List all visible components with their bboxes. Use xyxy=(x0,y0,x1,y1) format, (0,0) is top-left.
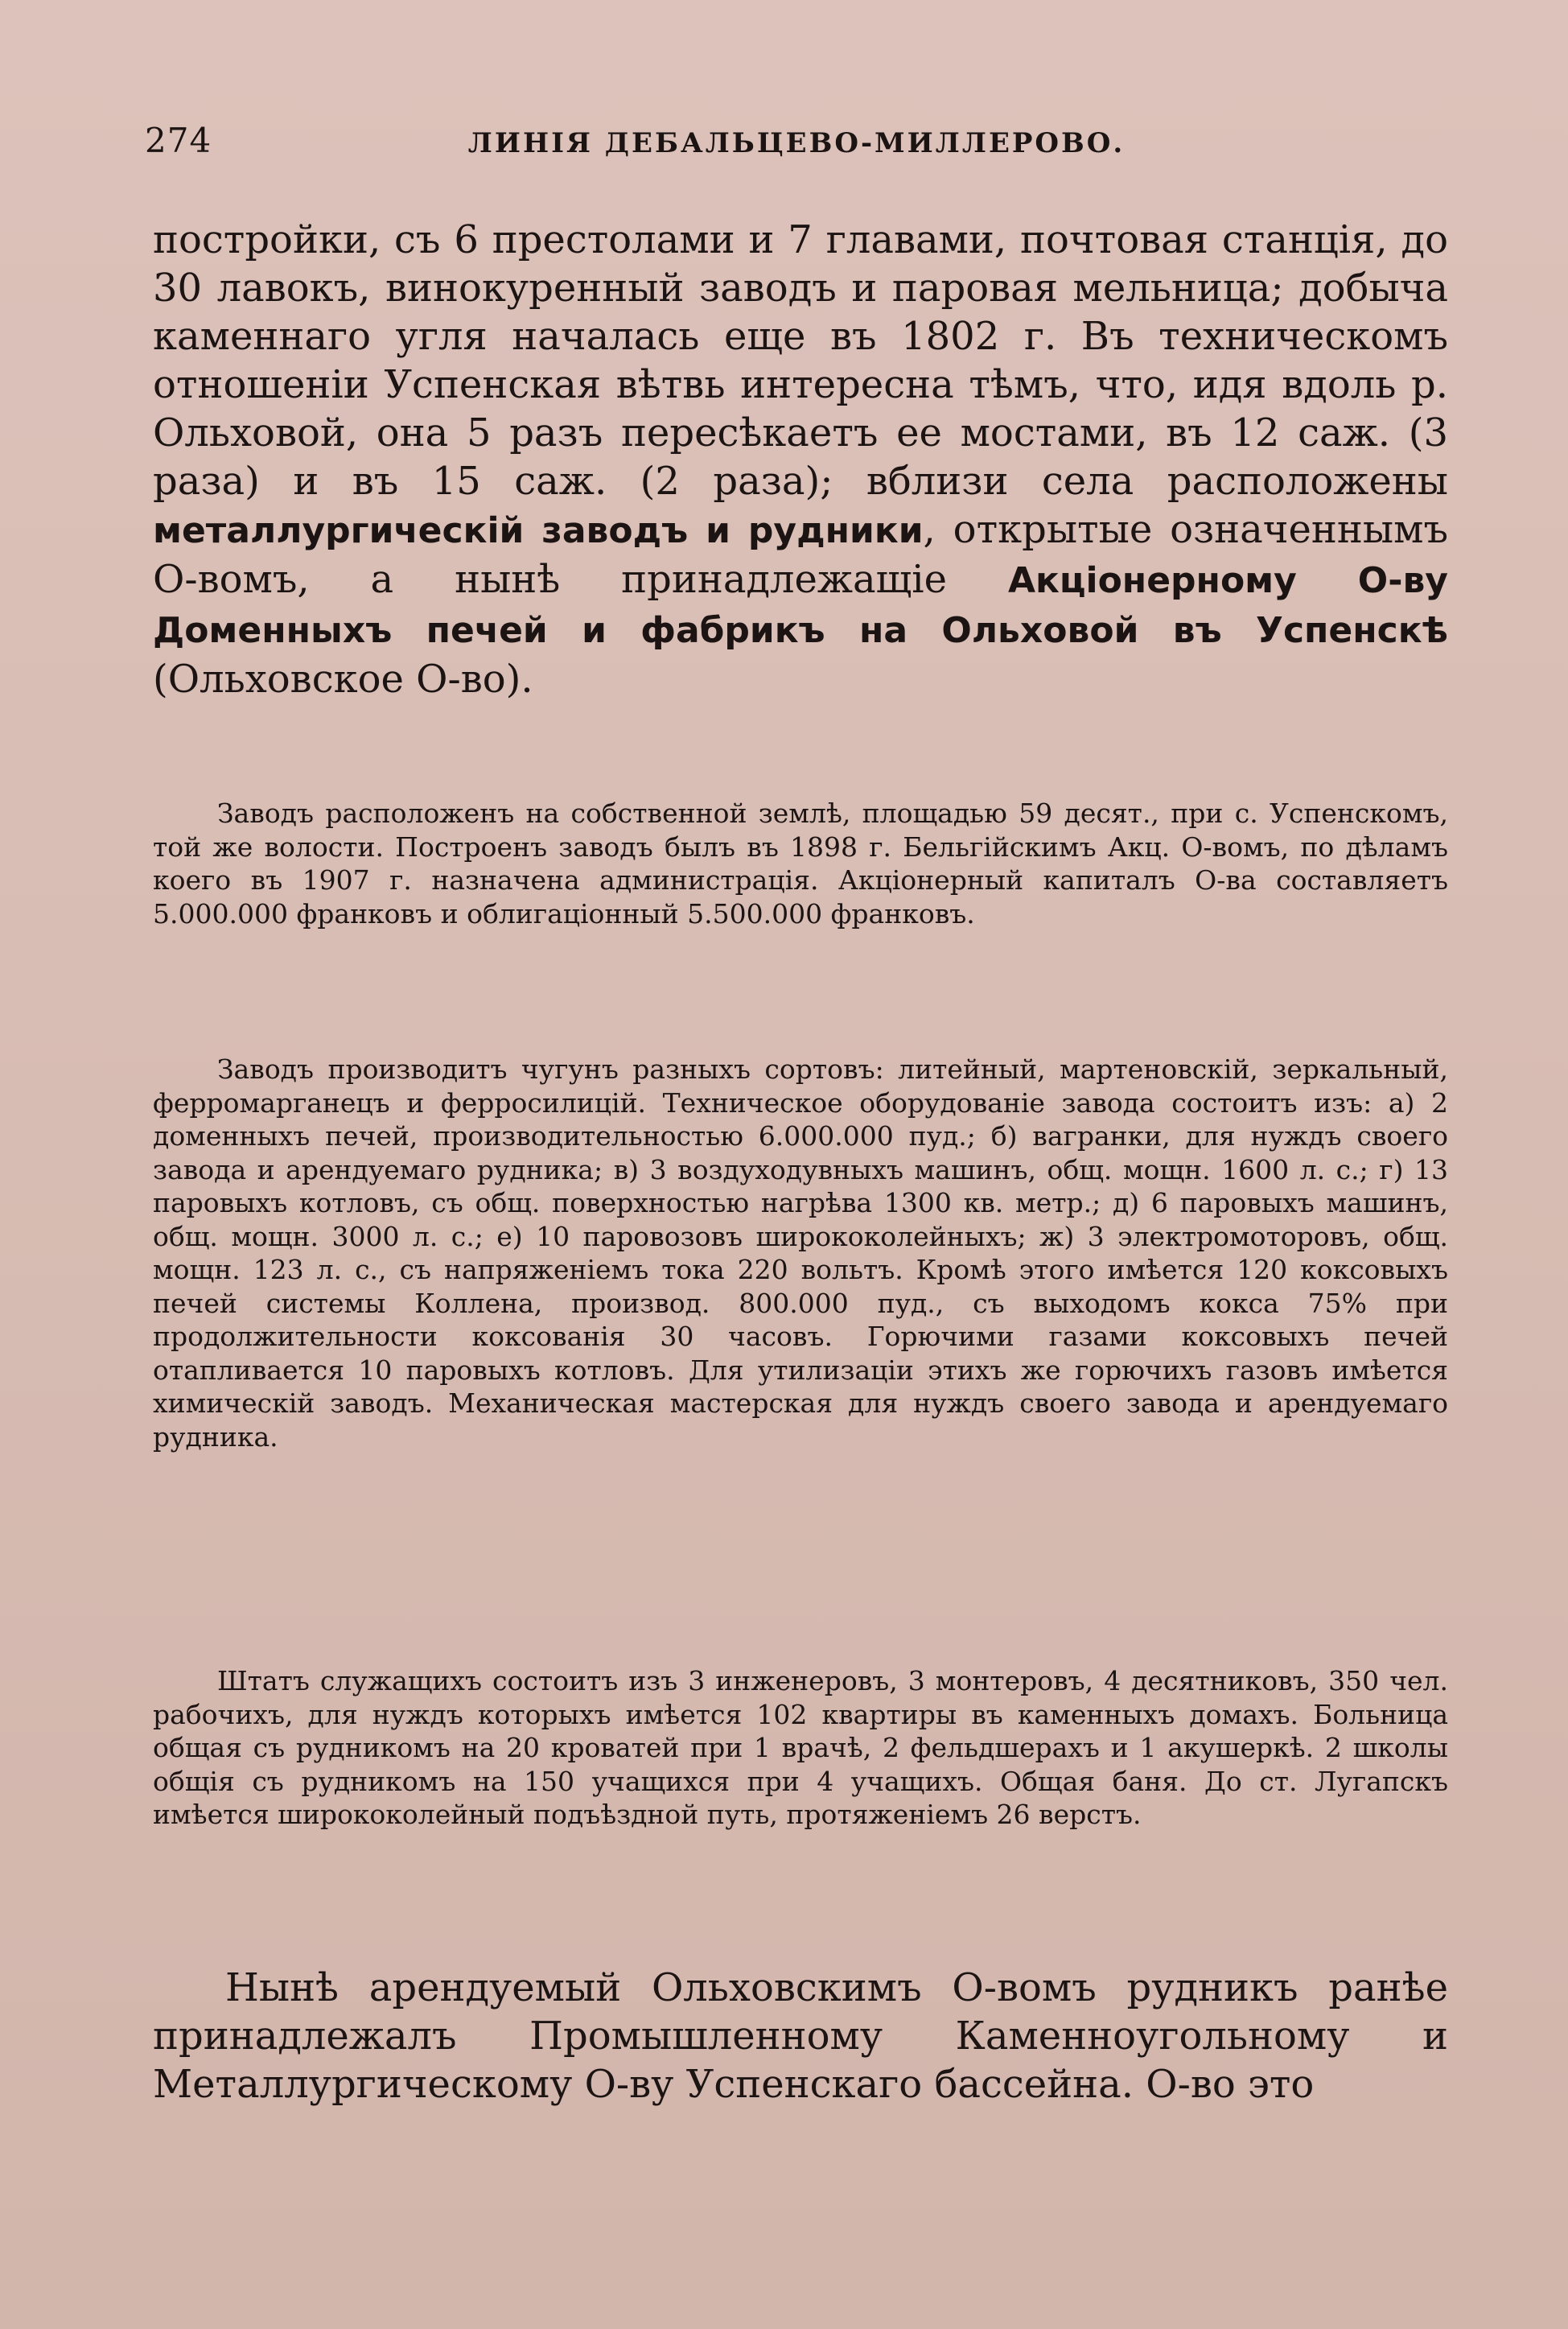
paragraph-2-text: Заводъ расположенъ на собственной землѣ, площадью 59 десят., при с. Успенскомъ, той же волости. Построенъ заводъ былъ въ 1898 г. Бельгійскимъ Акц. О-вомъ, по дѣламъ коего въ 1907 г. назначена администрація. Акціонерный капиталъ О-ва составляетъ 5.000.000 франковъ и облигаціонный 5.500.000 франковъ. xyxy=(153,798,1448,930)
paragraph-5-text: Нынѣ арендуемый Ольховскимъ О-вомъ рудникъ ранѣе принадлежалъ Промышленному Каменноугольному и Металлургическому О-ву Успенскаго бассейна. О-во это xyxy=(153,1965,1448,2107)
paragraph-2 xyxy=(153,797,1448,930)
paragraph-4 xyxy=(153,1664,1448,1832)
paragraph-1-text xyxy=(153,216,1448,703)
paragraph-5 xyxy=(153,1964,1448,2108)
paragraph-1 xyxy=(153,216,1448,703)
running-title: ЛИНІЯ ДЕБАЛЬЦЕВО-МИЛЛЕРОВО. xyxy=(467,127,1126,159)
page-header xyxy=(145,121,1448,169)
p1-text-a: постройки, съ 6 престолами и 7 главами, почтовая станція, до 30 лавокъ, винокуренный заводъ и паровая мельница; добыча каменнаго угля началась еще въ 1802 г. Въ техническомъ отношеніи Успенская вѣтвь интересна тѣмъ, что, идя вдоль р. Ольховой, она 5 разъ пересѣкаетъ ее мостами, въ 12 саж. (3 раза) и въ 15 саж. (2 раза); вблизи села расположены xyxy=(153,217,1448,504)
paragraph-4-text: Штатъ служащихъ состоитъ изъ 3 инженеровъ, 3 монтеровъ, 4 десятниковъ, 350 чел. рабочихъ, для нуждъ которыхъ имѣется 102 квартиры въ каменныхъ домахъ. Больница общая съ рудникомъ на 20 кроватей при 1 врачѣ, 2 фельдшерахъ и 1 акушеркѣ. 2 школы общія съ рудникомъ на 150 учащихся при 4 учащихъ. Общая баня. До ст. Лугапскъ имѣется ширококолейный подъѣздной путь, протяженіемъ 26 верстъ. xyxy=(153,1665,1448,1830)
p1-text-e: (Ольховское О-во). xyxy=(153,657,533,702)
p1-bold-company: Акціонерному О-ву Доменныхъ печей и фабрикъ на Ольховой въ Успенскѣ xyxy=(153,560,1448,651)
paragraph-3 xyxy=(153,1053,1448,1453)
paragraph-3-text: Заводъ производитъ чугунъ разныхъ сортовъ: литейный, мартеновскій, зеркальный, ферромарганецъ и ферросилицій. Техническое оборудованіе завода состоитъ изъ: а) 2 доменныхъ печей, производительностью 6.000.000 пуд.; б) вагранки, для нуждъ своего завода и арендуемаго рудника; в) 3 воздуходувныхъ машинъ, общ. мощн. 1600 л. с.; г) 13 паровыхъ котловъ, съ общ. поверхностью нагрѣва 1300 кв. метр.; д) 6 паровыхъ машинъ, общ. мощн. 3000 л. с.; е) 10 паровозовъ ширококолейныхъ; ж) 3 электромоторовъ, общ. мощн. 123 л. с., съ напряженіемъ тока 220 вольтъ. Кромѣ этого имѣется 120 коксовыхъ печей системы Коллена, производ. 800.000 пуд., съ выходомъ кокса 75% при продолжительности коксованія 30 часовъ. Горючими газами коксовыхъ печей отапливается 10 паровыхъ котловъ. Для утилизаціи этихъ же горючихъ газовъ имѣется химическій заводъ. Механическая мастерская для нуждъ своего завода и арендуемаго рудника. xyxy=(153,1053,1448,1453)
p1-text-c: , открытые означеннымъ О-вомъ, а нынѣ принадлежащіе xyxy=(153,507,1448,602)
p1-bold-plant: металлургическій заводъ и рудники xyxy=(153,510,924,551)
page-number: 274 xyxy=(145,121,212,160)
